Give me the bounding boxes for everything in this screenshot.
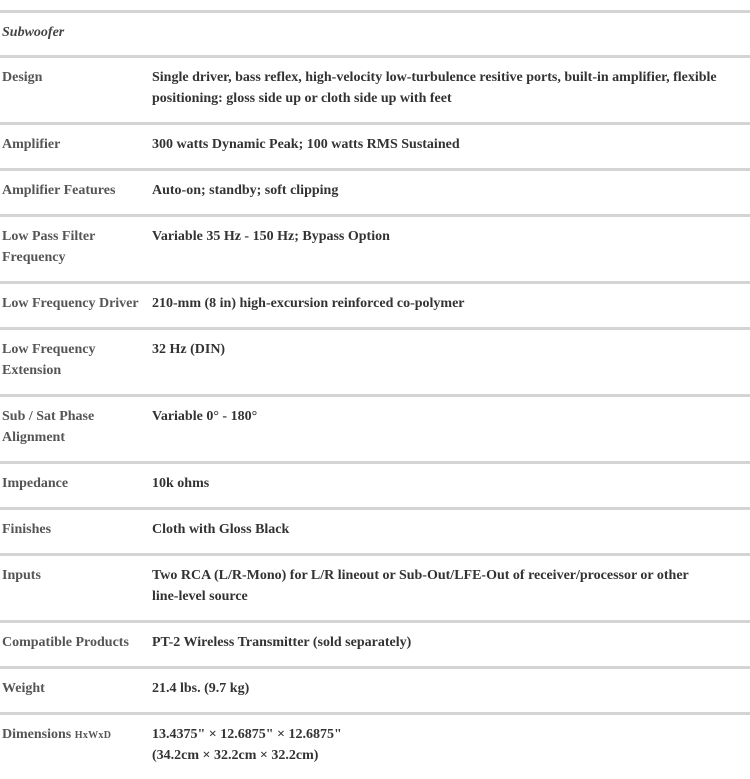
section-title: Subwoofer xyxy=(2,25,65,40)
spec-label: Weight xyxy=(2,681,45,696)
spec-label: Inputs xyxy=(2,568,41,583)
dimension-order: HxWxD xyxy=(74,730,112,741)
spec-label: Low Pass Filter Frequency xyxy=(2,229,96,265)
spec-row-low-pass-filter xyxy=(0,217,750,281)
spec-label: Amplifier Features xyxy=(2,183,116,198)
spec-value: 32 Hz (DIN) xyxy=(152,342,226,357)
spec-row-low-frequency-extension xyxy=(0,330,750,394)
spec-value: Single driver, bass reflex, high-velocity low-turbulence resitive ports, built-in amplifier, flexible positioning: gloss side up or cloth side up with feet xyxy=(152,70,717,106)
spec-value: 210-mm (8 in) high-excursion reinforced co-polymer xyxy=(152,296,465,311)
spec-table xyxy=(0,10,750,779)
spec-value: 10k ohms xyxy=(152,476,210,491)
spec-label: Finishes xyxy=(2,522,52,537)
spec-label: Dimensions HxWxD xyxy=(2,727,112,742)
spec-value: Variable 0° - 180° xyxy=(152,409,258,424)
spec-row-design xyxy=(0,58,750,122)
spec-row-compatible-products xyxy=(0,623,750,666)
spec-label: Sub / Sat Phase Alignment xyxy=(2,409,95,445)
spec-row-amplifier xyxy=(0,125,750,168)
spec-label: Design xyxy=(2,70,43,85)
spec-value: Auto-on; standby; soft clipping xyxy=(152,183,339,198)
spec-value: 13.4375" × 12.6875" × 12.6875" (34.2cm × 32.2cm × 32.2cm) xyxy=(152,727,342,763)
spec-label: Amplifier xyxy=(2,137,61,152)
spec-row-phase-alignment xyxy=(0,397,750,461)
spec-label: Impedance xyxy=(2,476,69,491)
spec-row-weight xyxy=(0,669,750,712)
spec-value: 300 watts Dynamic Peak; 100 watts RMS Sustained xyxy=(152,137,460,152)
spec-value: 21.4 lbs. (9.7 kg) xyxy=(152,681,250,696)
spec-row-amplifier-features xyxy=(0,171,750,214)
spec-label: Low Frequency Driver xyxy=(2,296,139,311)
spec-label: Compatible Products xyxy=(2,635,129,650)
spec-row-dimensions xyxy=(0,715,750,779)
spec-value: Variable 35 Hz - 150 Hz; Bypass Option xyxy=(152,229,390,244)
spec-row-finishes xyxy=(0,510,750,553)
spec-value: Two RCA (L/R-Mono) for L/R lineout or Sub-Out/LFE-Out of receiver/processor or other line-level source xyxy=(152,568,689,604)
spec-value: Cloth with Gloss Black xyxy=(152,522,290,537)
spec-row-inputs xyxy=(0,556,750,620)
spec-row-impedance xyxy=(0,464,750,507)
spec-row-low-frequency-driver xyxy=(0,284,750,327)
spec-value: PT-2 Wireless Transmitter (sold separately) xyxy=(152,635,412,650)
spec-label: Low Frequency Extension xyxy=(2,342,96,378)
